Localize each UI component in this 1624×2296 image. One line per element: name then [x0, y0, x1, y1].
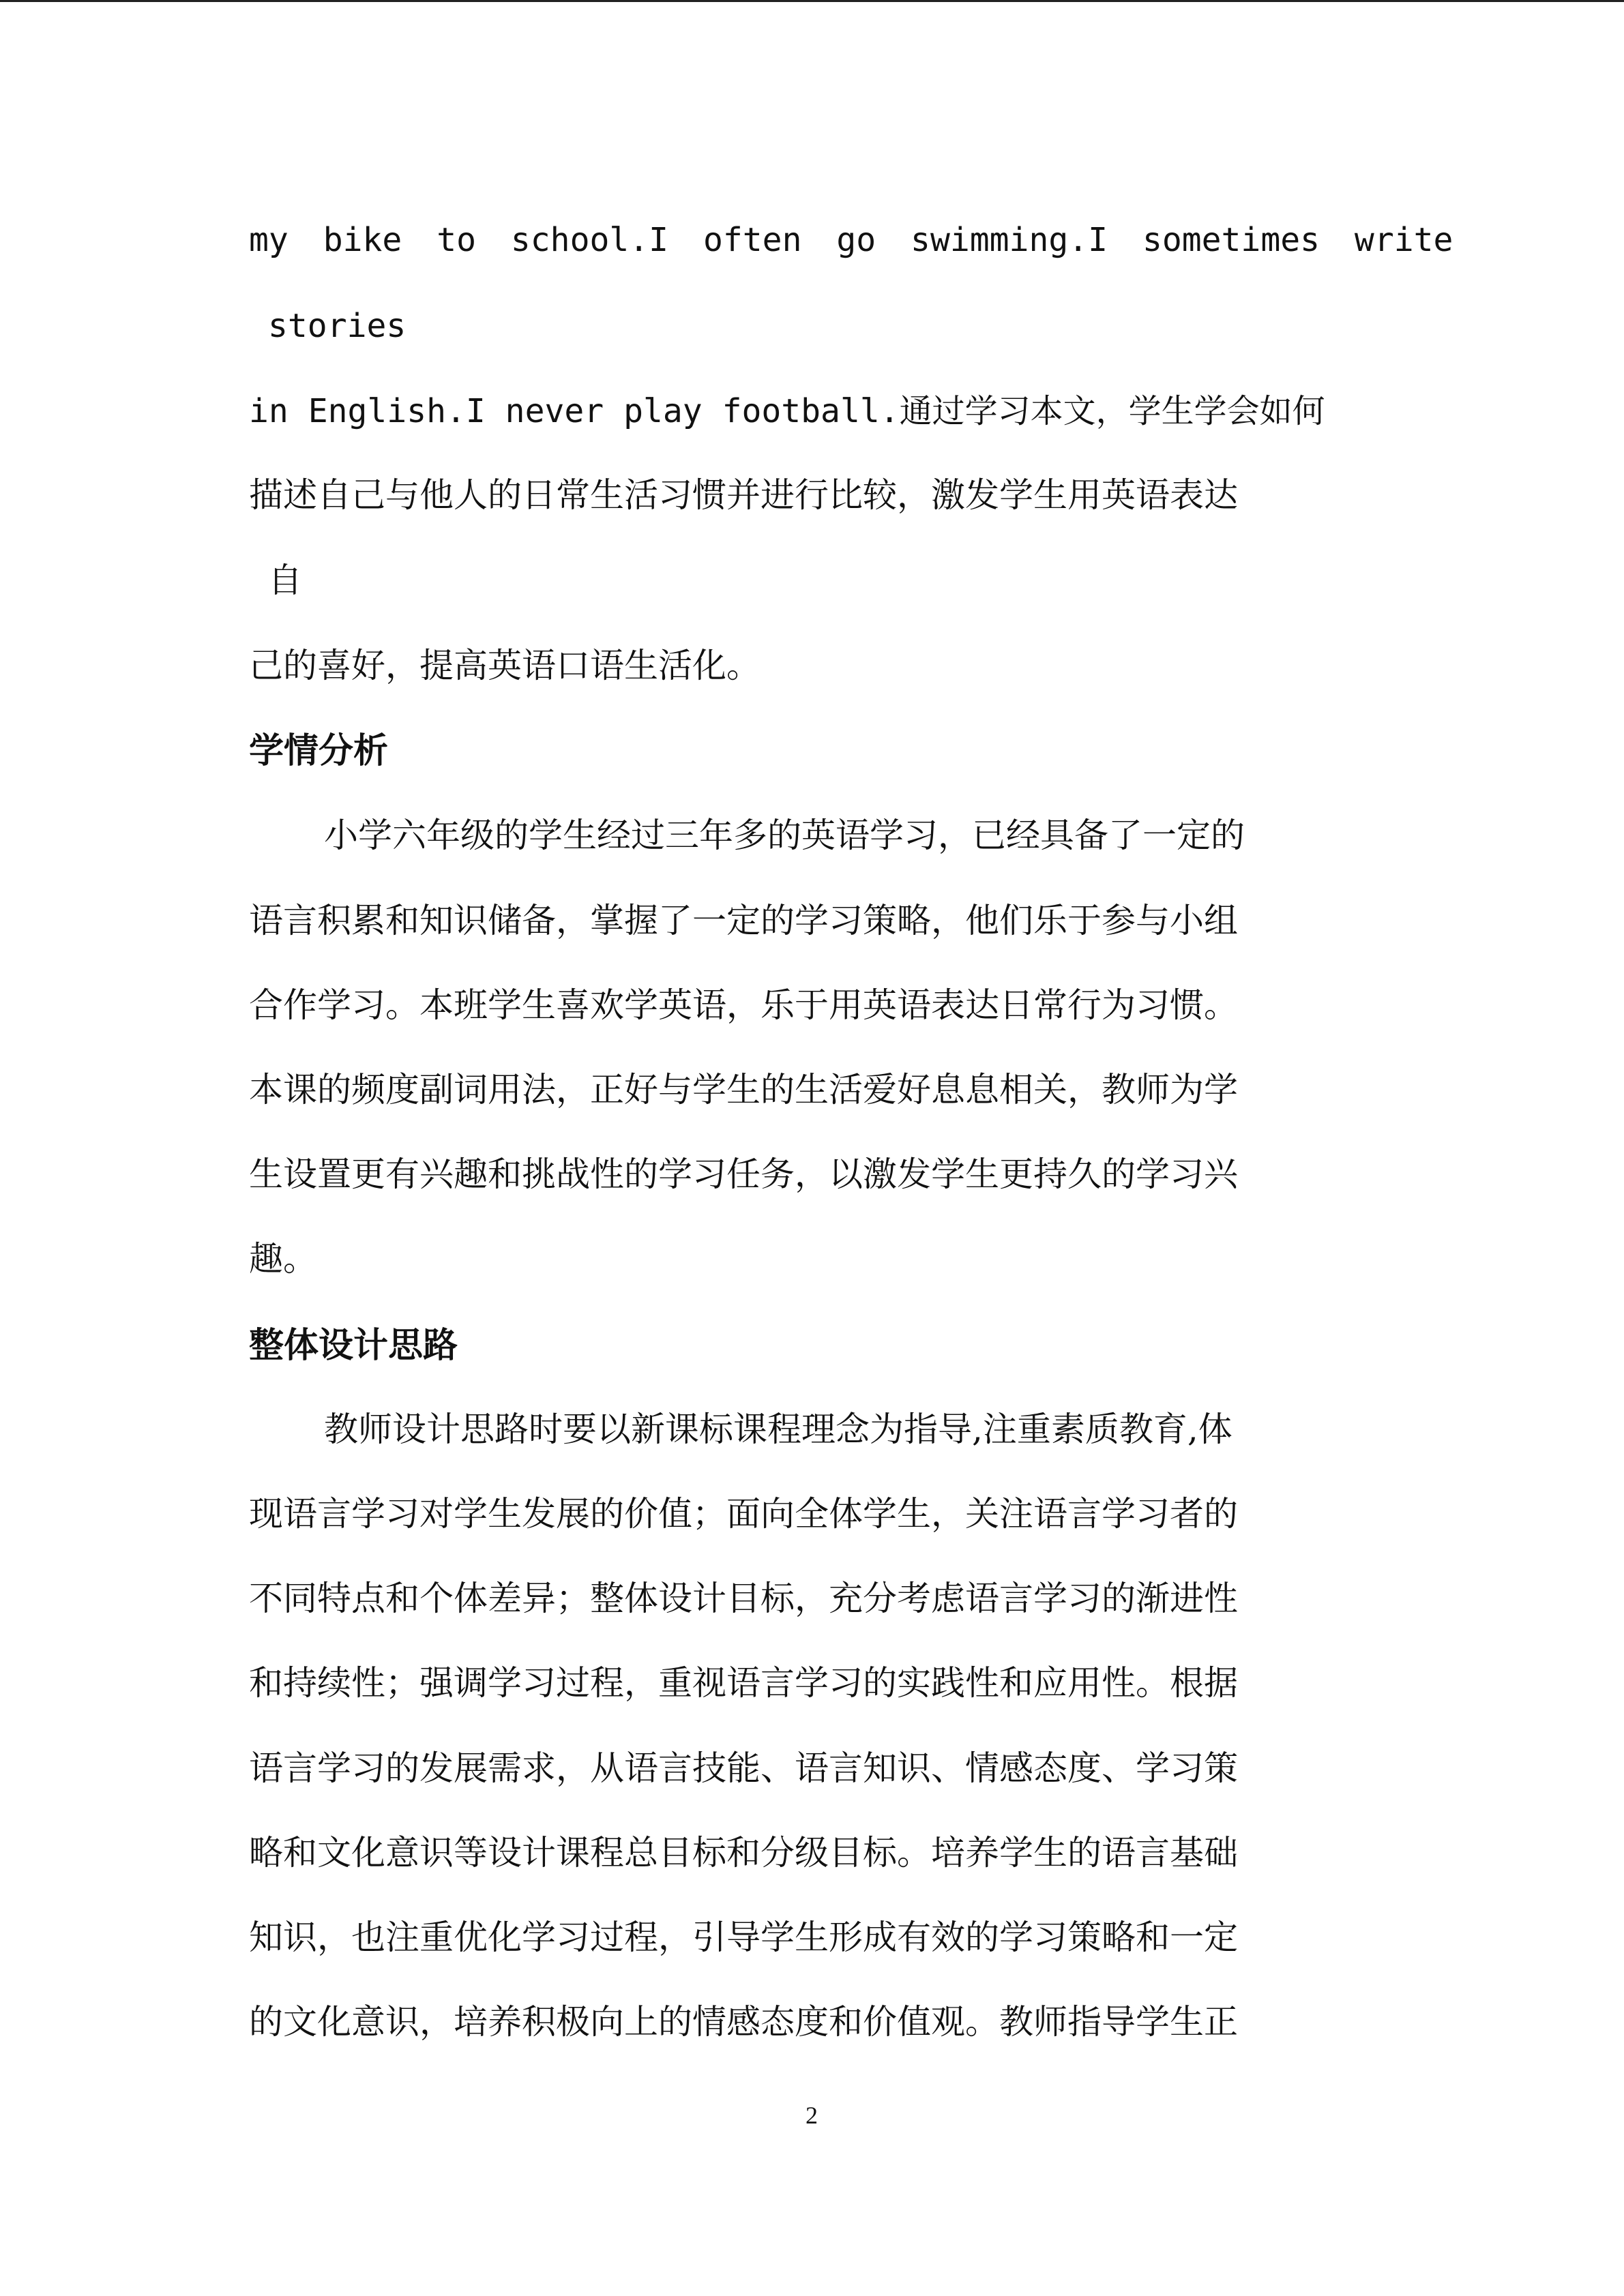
paragraph-line: 合作学习。本班学生喜欢学英语，乐于用英语表达日常行为习惯。: [249, 985, 1238, 1025]
paragraph-line: 语言积累和知识储备，掌握了一定的学习策略，他们乐于参与小组: [249, 901, 1238, 940]
paragraph-line: 教师设计思路时要以新课标课程理念为指导,注重素质教育,体: [324, 1410, 1232, 1449]
paragraph-line: 现语言学习对学生发展的价值；面向全体学生，关注语言学习者的: [249, 1494, 1238, 1534]
text-line-4: 描述自己与他人的日常生活习惯并进行比较，激发学生用英语表达: [249, 475, 1238, 515]
text-line-6: 己的喜好，提高英语口语生活化。: [249, 646, 761, 685]
paragraph-line: 趣。: [249, 1239, 317, 1279]
text-line-1: [249, 220, 1453, 260]
paragraph-line: 的文化意识，培养积极向上的情感态度和价值观。教师指导学生正: [249, 2002, 1238, 2042]
top-border-rule: [0, 0, 1624, 2]
paragraph-line: 语言学习的发展需求，从语言技能、语言知识、情感态度、学习策: [249, 1748, 1238, 1788]
paragraph-line: 不同特点和个体差异；整体设计目标，充分考虑语言学习的渐进性: [249, 1579, 1238, 1618]
paragraph-line: 小学六年级的学生经过三年多的英语学习，已经具备了一定的: [324, 816, 1245, 855]
paragraph-line: 知识，也注重优化学习过程，引导学生形成有效的学习策略和一定: [249, 1918, 1238, 1957]
paragraph-line: 和持续性；强调学习过程，重视语言学习的实践性和应用性。根据: [249, 1663, 1238, 1703]
text-line-2: stories: [268, 307, 407, 345]
section-heading-student-analysis: 学情分析: [249, 730, 389, 771]
text-line-5: 自: [268, 561, 302, 600]
text-line-1-text: my bike to school.I often go swimming.I sometimes write: [249, 221, 1453, 259]
section-heading-design-approach: 整体设计思路: [249, 1325, 458, 1366]
page-number: 2: [806, 2102, 818, 2129]
text-line-3: in English.I never play football.通过学习本文，学生学会如何: [249, 392, 1325, 430]
paragraph-line: 略和文化意识等设计课程总目标和分级目标。培养学生的语言基础: [249, 1833, 1238, 1873]
paragraph-line: 本课的频度副词用法，正好与学生的生活爱好息息相关，教师为学: [249, 1070, 1238, 1109]
paragraph-line: 生设置更有兴趣和挑战性的学习任务，以激发学生更持久的学习兴: [249, 1154, 1238, 1194]
